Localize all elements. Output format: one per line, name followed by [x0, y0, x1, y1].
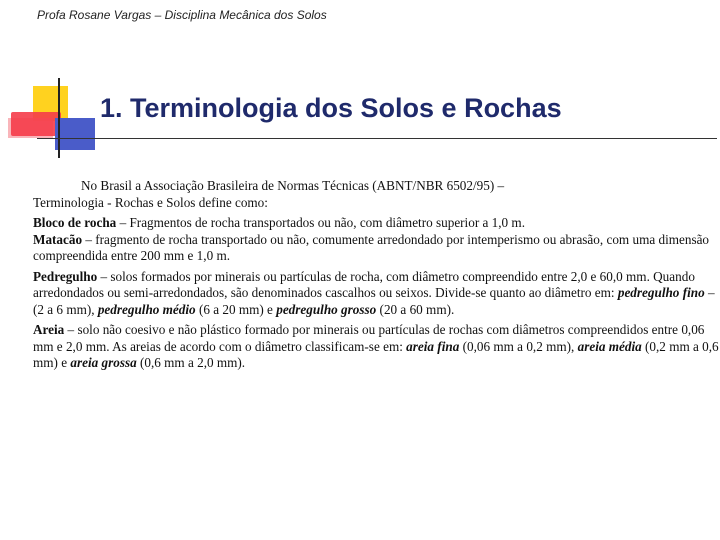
text-pedregulho: – solos formados por minerais ou partículas de rocha, com diâmetro compreendido entre 2,0 e 60,0 mm. Quando arredondados ou semi-arredondados, são denominados cascalhos ou seixos. Divide-se quanto ao diâmetro em:	[33, 268, 695, 300]
range-areia-fina: (0,06 mm a 0,2 mm),	[459, 338, 578, 354]
term-pedregulho-grosso: pedregulho grosso	[276, 301, 377, 317]
range-pedregulho-medio: (6 a 20 mm) e	[195, 301, 277, 317]
range-pedregulho-fino: – (2 a 6 mm),	[33, 285, 715, 317]
slide-body	[33, 178, 719, 372]
term-areia-media: areia média	[577, 338, 642, 354]
intro-line-1: No Brasil a Associação Brasileira de Normas Técnicas (ABNT/NBR 6502/95) –	[81, 178, 505, 193]
definition-bloco	[33, 215, 719, 232]
range-areia-media: (0,2 mm a 0,6 mm) e	[33, 338, 719, 370]
range-areia-grossa: (0,6 mm a 2,0 mm).	[136, 355, 246, 370]
range-pedregulho-grosso: (20 a 60 mm).	[376, 301, 455, 317]
slide-title: 1. Terminologia dos Solos e Rochas	[100, 93, 562, 123]
red-square-decoration	[11, 112, 61, 136]
horizontal-rule	[37, 138, 717, 139]
vertical-rule	[58, 78, 60, 158]
term-pedregulho-medio: pedregulho médio	[97, 301, 196, 317]
text-bloco: – Fragmentos de rocha transportados ou não, com diâmetro superior a 1,0 m.	[116, 215, 525, 230]
term-areia-fina: areia fina	[406, 338, 460, 354]
term-pedregulho-fino: pedregulho fino	[617, 285, 705, 300]
text-areia: – solo não coesivo e não plástico formado por minerais ou partículas de rochas com diâmetros compreendidos entre 0,06 mm e 2,0 mm. As areias de acordo com o diâmetro classificam-se em:	[33, 322, 705, 354]
term-areia-grossa: areia grossa	[70, 355, 137, 370]
intro-line-2: Terminologia - Rochas e Solos define como:	[33, 194, 268, 210]
title-decoration	[0, 0, 720, 170]
definition-pedregulho	[33, 269, 719, 319]
text-matacao: – fragmento de rocha transportado ou não, comumente arredondado por intemperismo ou abrasão, com uma dimensão compreendida entre 200 mm e 1,0 m.	[33, 231, 710, 263]
term-areia: Areia	[33, 322, 65, 337]
definition-areia	[33, 322, 719, 372]
course-header-note: Profa Rosane Vargas – Disciplina Mecânica dos Solos	[37, 8, 327, 22]
term-matacao: Matacão	[33, 231, 83, 247]
term-bloco: Bloco de rocha	[33, 215, 117, 230]
term-pedregulho: Pedregulho	[33, 268, 98, 284]
blue-square-decoration	[55, 118, 95, 150]
definition-matacao	[33, 232, 719, 265]
